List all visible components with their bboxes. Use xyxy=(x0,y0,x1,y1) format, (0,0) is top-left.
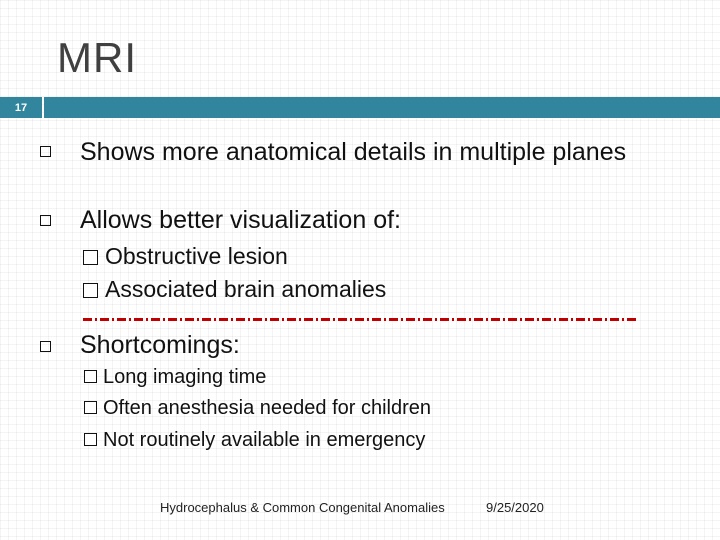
bullet-square-icon xyxy=(40,341,51,352)
checkbox-icon xyxy=(84,401,97,414)
title-accent-bar xyxy=(44,97,720,118)
shortcoming-label: Often anesthesia needed for children xyxy=(103,397,431,419)
checkbox-icon xyxy=(83,250,98,265)
shortcoming-label: Long imaging time xyxy=(103,366,267,388)
sub-bullet-label: Associated brain anomalies xyxy=(105,276,387,302)
bullet-square-icon xyxy=(40,146,51,157)
shortcomings-heading: Shortcomings: xyxy=(80,331,240,359)
shortcoming-label: Not routinely available in emergency xyxy=(103,429,426,451)
shortcoming-item xyxy=(84,427,425,453)
checkbox-icon xyxy=(84,433,97,446)
sub-bullet-label: Obstructive lesion xyxy=(105,243,288,269)
bullet-better-visualization: Allows better visualization of: xyxy=(80,206,401,234)
shortcoming-item xyxy=(84,395,431,421)
sub-bullet-obstructive-lesion xyxy=(83,242,288,270)
slide-number: 17 xyxy=(0,97,42,118)
sub-bullet-brain-anomalies xyxy=(83,275,386,303)
footer-caption: Hydrocephalus & Common Congenital Anomalies xyxy=(160,500,445,515)
checkbox-icon xyxy=(83,283,98,298)
checkbox-icon xyxy=(84,370,97,383)
red-dashed-divider xyxy=(83,318,636,321)
bullet-square-icon xyxy=(40,215,51,226)
shortcoming-item xyxy=(84,364,266,390)
slide-title: MRI xyxy=(57,34,137,81)
bullet-anatomical-details: Shows more anatomical details in multiple planes xyxy=(80,138,627,166)
footer-date: 9/25/2020 xyxy=(486,500,544,515)
